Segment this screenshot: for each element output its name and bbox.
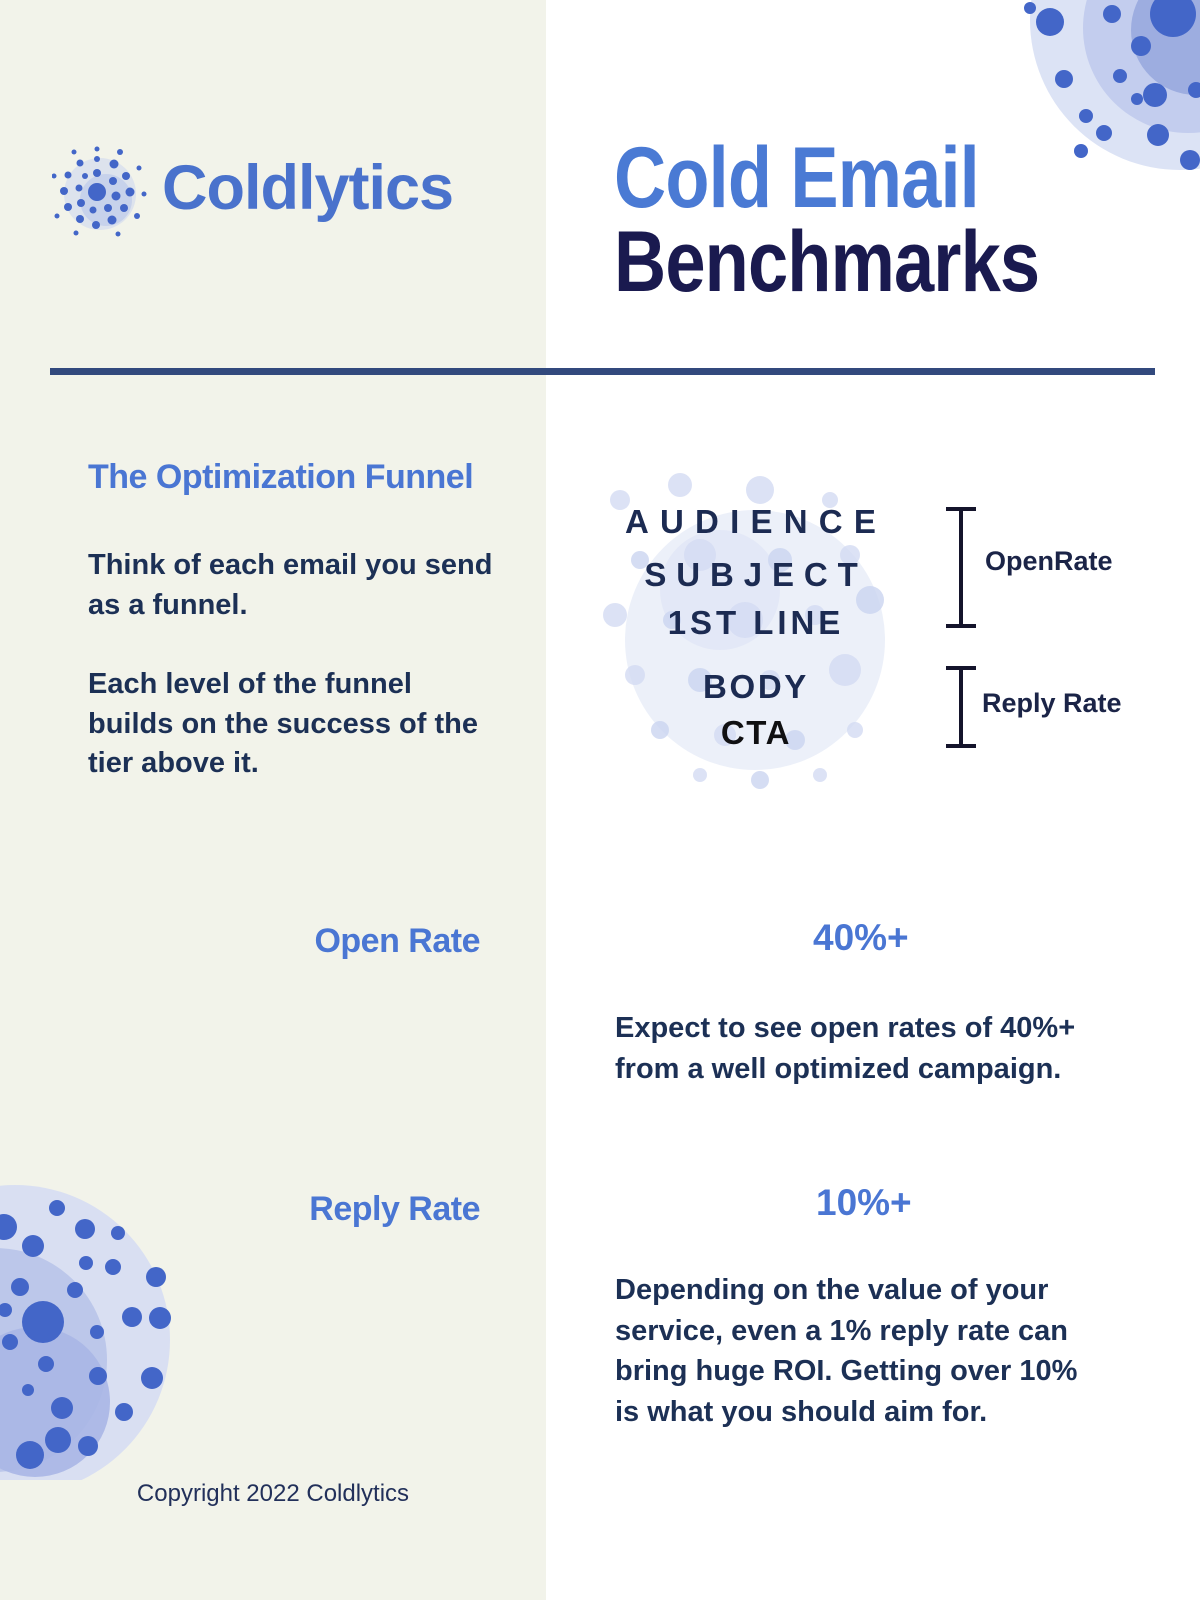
reply-rate-value: 10%+: [816, 1182, 912, 1223]
page-title-line2: Benchmarks: [614, 214, 1040, 311]
funnel-tier-subject: SUBJECT: [644, 556, 868, 593]
reply-rate-label: Reply Rate: [309, 1190, 480, 1228]
open-rate-bracket: [946, 507, 976, 628]
page-title: [614, 130, 1040, 311]
open-rate-value: 40%+: [813, 917, 909, 958]
reply-rate-bracket: [946, 666, 976, 748]
brand-name: Coldlytics: [162, 153, 454, 223]
funnel-tier-1st-line: 1ST LINE: [667, 604, 845, 641]
copyright-text: Copyright 2022 Coldlytics: [136, 1480, 410, 1507]
intro-paragraph-2: Each level of the funnel builds on the success of the tier above it.: [88, 668, 478, 780]
section-title: The Optimization Funnel: [88, 458, 474, 496]
funnel-tier-body: BODY: [703, 668, 809, 705]
reply-rate-description: Depending on the value of your service, even a 1% reply rate can bring huge ROI. Getting over 10% is what you should aim for.: [615, 1274, 1078, 1428]
funnel-tier-audience: AUDIENCE: [624, 503, 888, 540]
intro-paragraph-1: Think of each email you send as a funnel.: [88, 549, 493, 621]
header-divider-line: [50, 368, 1155, 375]
open-rate-description: Expect to see open rates of 40%+ from a well optimized campaign.: [615, 1012, 1076, 1085]
funnel-tier-cta: CTA: [720, 714, 792, 751]
brand-logo: [52, 150, 512, 250]
reply-rate-bracket-label: Reply Rate: [982, 688, 1122, 718]
coldlytics-logo-icon: [52, 146, 148, 242]
open-rate-label: Open Rate: [314, 922, 480, 960]
open-rate-bracket-label: OpenRate: [985, 546, 1113, 576]
page-title-line1: Cold Email: [614, 130, 979, 226]
